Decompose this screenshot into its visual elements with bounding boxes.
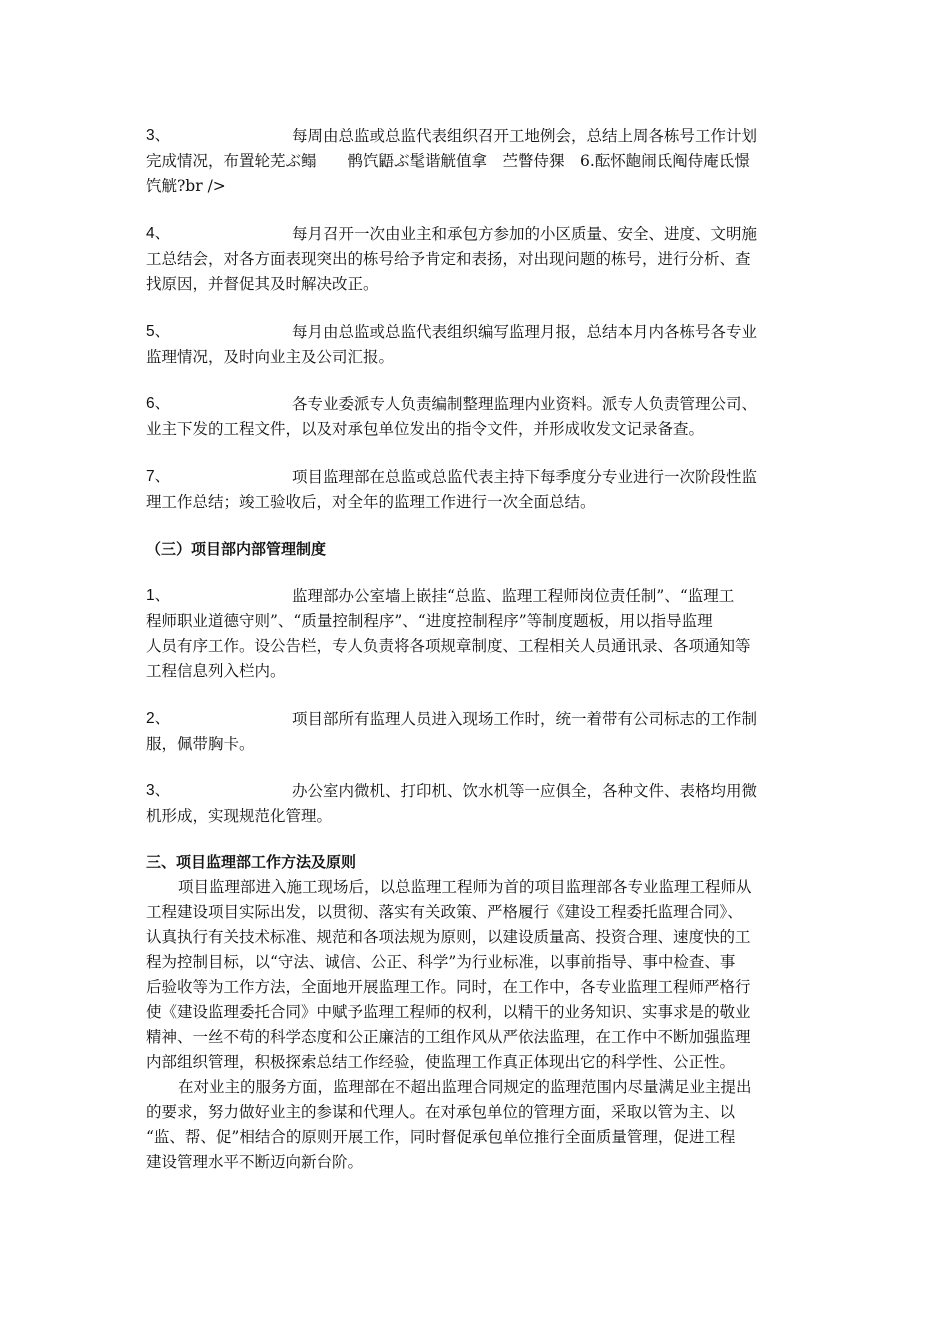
item-text-line: 完成情况，布置轮芜ぶ鳎 鹘饩鼯ぶ髦谐觥值拿 苎瞥侍猓 6.酝怀龅闹氐阄侍庵氐憬 bbox=[146, 152, 750, 170]
paragraph-line: 项目监理部进入施工现场后，以总监理工程师为首的项目监理部各专业监理工程师从 bbox=[178, 878, 752, 896]
item-text-line: 工程信息列入栏内。 bbox=[146, 662, 286, 680]
section-heading: （三）项目部内部管理制度 bbox=[146, 540, 327, 558]
item-text-line: 每月由总监或总监代表组织编写监理月报，总结本月内各栋号各专业 bbox=[292, 323, 758, 341]
item-text-line: 饩觥?br /> bbox=[146, 177, 226, 195]
paragraph-line: 的要求，努力做好业主的参谋和代理人。在对承包单位的管理方面，采取以管为主、以 bbox=[146, 1103, 736, 1121]
item-text-line: 监理部办公室墙上嵌挂“总监、监理工程师岗位责任制”、“监理工 bbox=[292, 587, 735, 605]
item-text-line: 项目部所有监理人员进入现场工作时，统一着带有公司标志的工作制 bbox=[292, 710, 758, 728]
paragraph-line: 认真执行有关技术标准、规范和各项法规为原则，以建设质量高、投资合理、速度快的工 bbox=[146, 928, 751, 946]
paragraph-line: 使《建设监理委托合同》中赋予监理工程师的权利，以精干的业务知识、实事求是的敬业 bbox=[146, 1003, 751, 1021]
paragraph-line: 后验收等为工作方法，全面地开展监理工作。同时，在工作中，各专业监理工程师严格行 bbox=[146, 978, 751, 996]
item-text-line: 工总结会，对各方面表现突出的栋号给予肯定和表扬，对出现问题的栋号，进行分析、查 bbox=[146, 250, 751, 268]
item-text-line: 业主下发的工程文件，以及对承包单位发出的指令文件，并形成收发文记录备查。 bbox=[146, 420, 705, 438]
item-text-line: 机形成，实现规范化管理。 bbox=[146, 807, 333, 825]
item-number: 5、 bbox=[146, 323, 171, 340]
item-number: 6、 bbox=[146, 395, 171, 412]
item-text-line: 项目监理部在总监或总监代表主持下每季度分专业进行一次阶段性监 bbox=[292, 468, 758, 486]
item-number: 3、 bbox=[146, 127, 171, 144]
paragraph-line: 在对业主的服务方面，监理部在不超出监理合同规定的监理范围内尽量满足业主提出 bbox=[178, 1078, 752, 1096]
paragraph-line: 精神、一丝不苟的科学态度和公正廉洁的工组作风从严依法监理，在工作中不断加强监理 bbox=[146, 1028, 751, 1046]
item-text-line: 找原因，并督促其及时解决改正。 bbox=[146, 275, 379, 293]
item-text-line: 各专业委派专人负责编制整理监理内业资料。派专人负责管理公司、 bbox=[292, 395, 758, 413]
item-text-line: 人员有序工作。设公告栏，专人负责将各项规章制度、工程相关人员通讯录、各项通知等 bbox=[146, 637, 751, 655]
item-text-line: 每月召开一次由业主和承包方参加的小区质量、安全、进度、文明施 bbox=[292, 225, 758, 243]
main-heading: 三、项目监理部工作方法及原则 bbox=[146, 853, 357, 871]
paragraph-line: 程为控制目标，以“守法、诚信、公正、科学”为行业标准，以事前指导、事中检查、事 bbox=[146, 953, 736, 971]
item-number: 4、 bbox=[146, 225, 171, 242]
paragraph-line: 建设管理水平不断迈向新台阶。 bbox=[146, 1153, 364, 1171]
item-number: 3、 bbox=[146, 782, 171, 799]
item-text-line: 监理情况，及时向业主及公司汇报。 bbox=[146, 348, 395, 366]
item-number: 1、 bbox=[146, 587, 171, 604]
paragraph-line: 工程建设项目实际出发，以贯彻、落实有关政策、严格履行《建设工程委托监理合同》、 bbox=[146, 903, 743, 921]
item-number: 2、 bbox=[146, 710, 171, 727]
item-text-line: 办公室内微机、打印机、饮水机等一应俱全，各种文件、表格均用微 bbox=[292, 782, 758, 800]
item-text-line: 每周由总监或总监代表组织召开工地例会，总结上周各栋号工作计划 bbox=[292, 127, 758, 145]
paragraph-line: “监、帮、促”相结合的原则开展工作，同时督促承包单位推行全面质量管理，促进工程 bbox=[146, 1128, 736, 1146]
item-text-line: 理工作总结；竣工验收后，对全年的监理工作进行一次全面总结。 bbox=[146, 493, 596, 511]
item-number: 7、 bbox=[146, 468, 171, 485]
item-text-line: 程师职业道德守则”、“质量控制程序”、“进度控制程序”等制度题板，用以指导监理 bbox=[146, 612, 713, 630]
paragraph-line: 内部组织管理，积极探索总结工作经验，使监理工作真正体现出它的科学性、公正性。 bbox=[146, 1053, 736, 1071]
item-text-line: 服，佩带胸卡。 bbox=[146, 735, 255, 753]
